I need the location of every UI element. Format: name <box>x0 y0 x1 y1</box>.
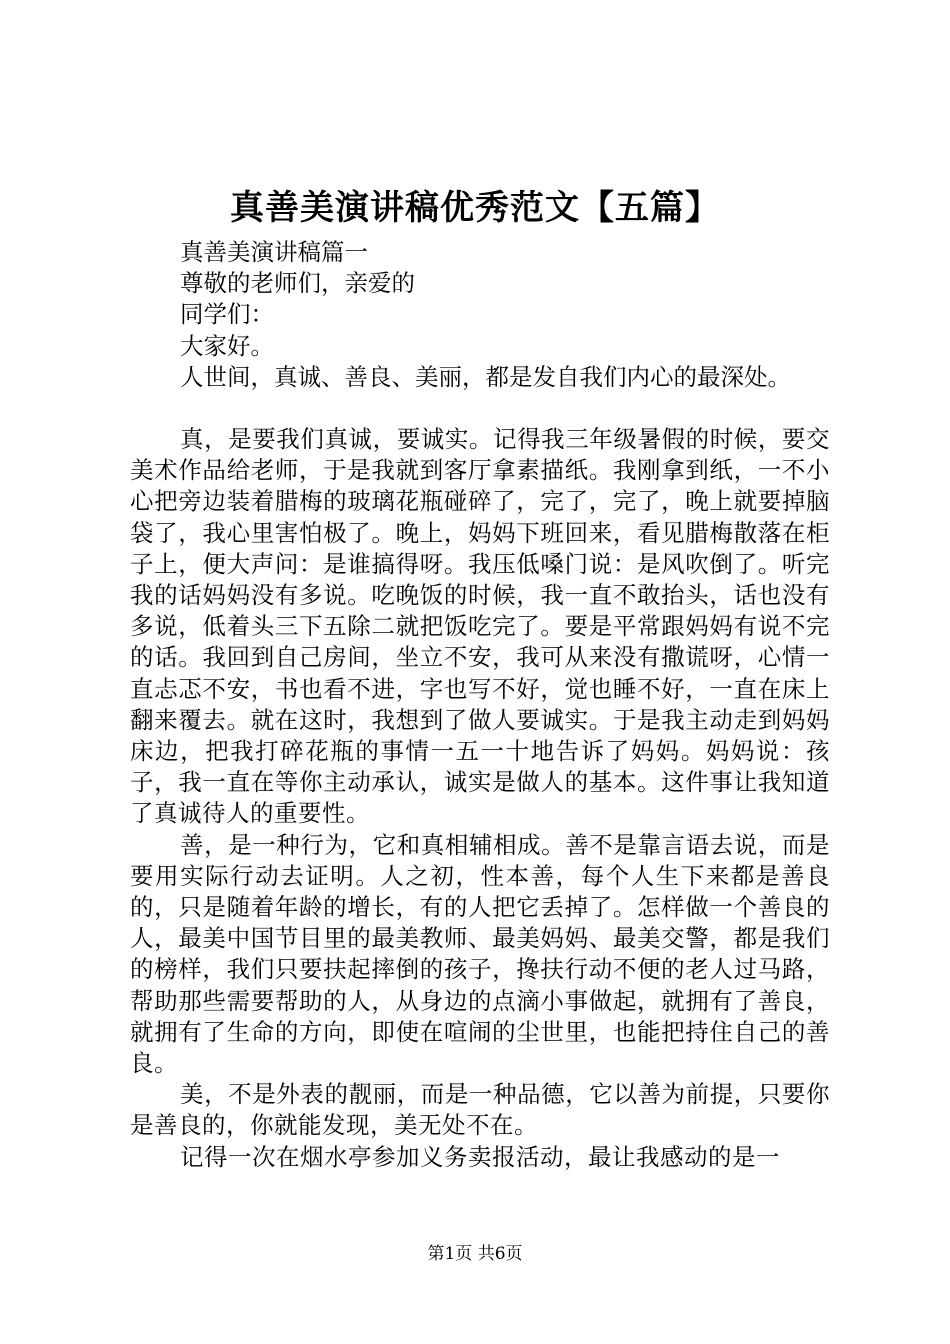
intro-line-section-heading: 真善美演讲稿篇一 <box>180 238 368 266</box>
document-title: 真善美演讲稿优秀范文【五篇】 <box>230 188 720 228</box>
intro-line-greeting: 尊敬的老师们，亲爱的 <box>180 269 415 298</box>
paragraph-truth: 真，是要我们真诚，要诚实。记得我三年级暑假的时候，要交美术作品给老师，于是我就到客厅拿素描纸。我刚拿到纸，一不小心把旁边装着腊梅的玻璃花瓶碰碎了，完了，完了，晚上就要掉脑袋了，我心里害怕极了。晚上，妈妈下班回来，看见腊梅散落在柜子上，便大声问：是谁搞得呀。我压低嗓门说：是风吹倒了。听完我的话妈妈没有多说。吃晚饭的时候，我一直不敢抬头，话也没有多说，低着头三下五除二就把饭吃完了。要是平常跟妈妈有说不完的话。我回到自己房间，坐立不安，我可从来没有撒谎呀，心情一直忐忑不安，书也看不进，字也写不好，觉也睡不好，一直在床上翻来覆去。就在这时，我想到了做人要诚实。于是我主动走到妈妈床边，把我打碎花瓶的事情一五一十地告诉了妈妈。妈妈说：孩子，我一直在等你主动承认，诚实是做人的基本。这件事让我知道了真诚待人的重要性。 <box>130 425 830 828</box>
intro-line-greeting-cont: 同学们： <box>180 300 274 329</box>
intro-line-theme: 人世间，真诚、善良、美丽，都是发自我们内心的最深处。 <box>180 362 791 391</box>
paragraph-memory: 记得一次在烟水亭参加义务卖报活动，最让我感动的是一 <box>180 1142 780 1171</box>
paragraph-goodness: 善，是一种行为，它和真相辅相成。善不是靠言语去说，而是要用实际行动去证明。人之初，性本善，每个人生下来都是善良的，只是随着年龄的增长，有的人把它丢掉了。怎样做一个善良的人，最美中国节目里的最美教师、最美妈妈、最美交警，都是我们的榜样，我们只要扶起摔倒的孩子，搀扶行动不便的老人过马路，帮助那些需要帮助的人，从身边的点滴小事做起，就拥有了善良，就拥有了生命的方向，即使在喧闹的尘世里，也能把持住自己的善良。 <box>130 830 830 1078</box>
page-footer: 第1页 共6页 <box>427 1244 523 1264</box>
document-body <box>130 237 830 1173</box>
paragraph-beauty: 美，不是外表的靓丽，而是一种品德，它以善为前提，只要你是善良的，你就能发现，美无处不在。 <box>130 1080 830 1140</box>
paragraph-gap <box>130 393 830 424</box>
intro-line-hello: 大家好。 <box>180 331 274 360</box>
